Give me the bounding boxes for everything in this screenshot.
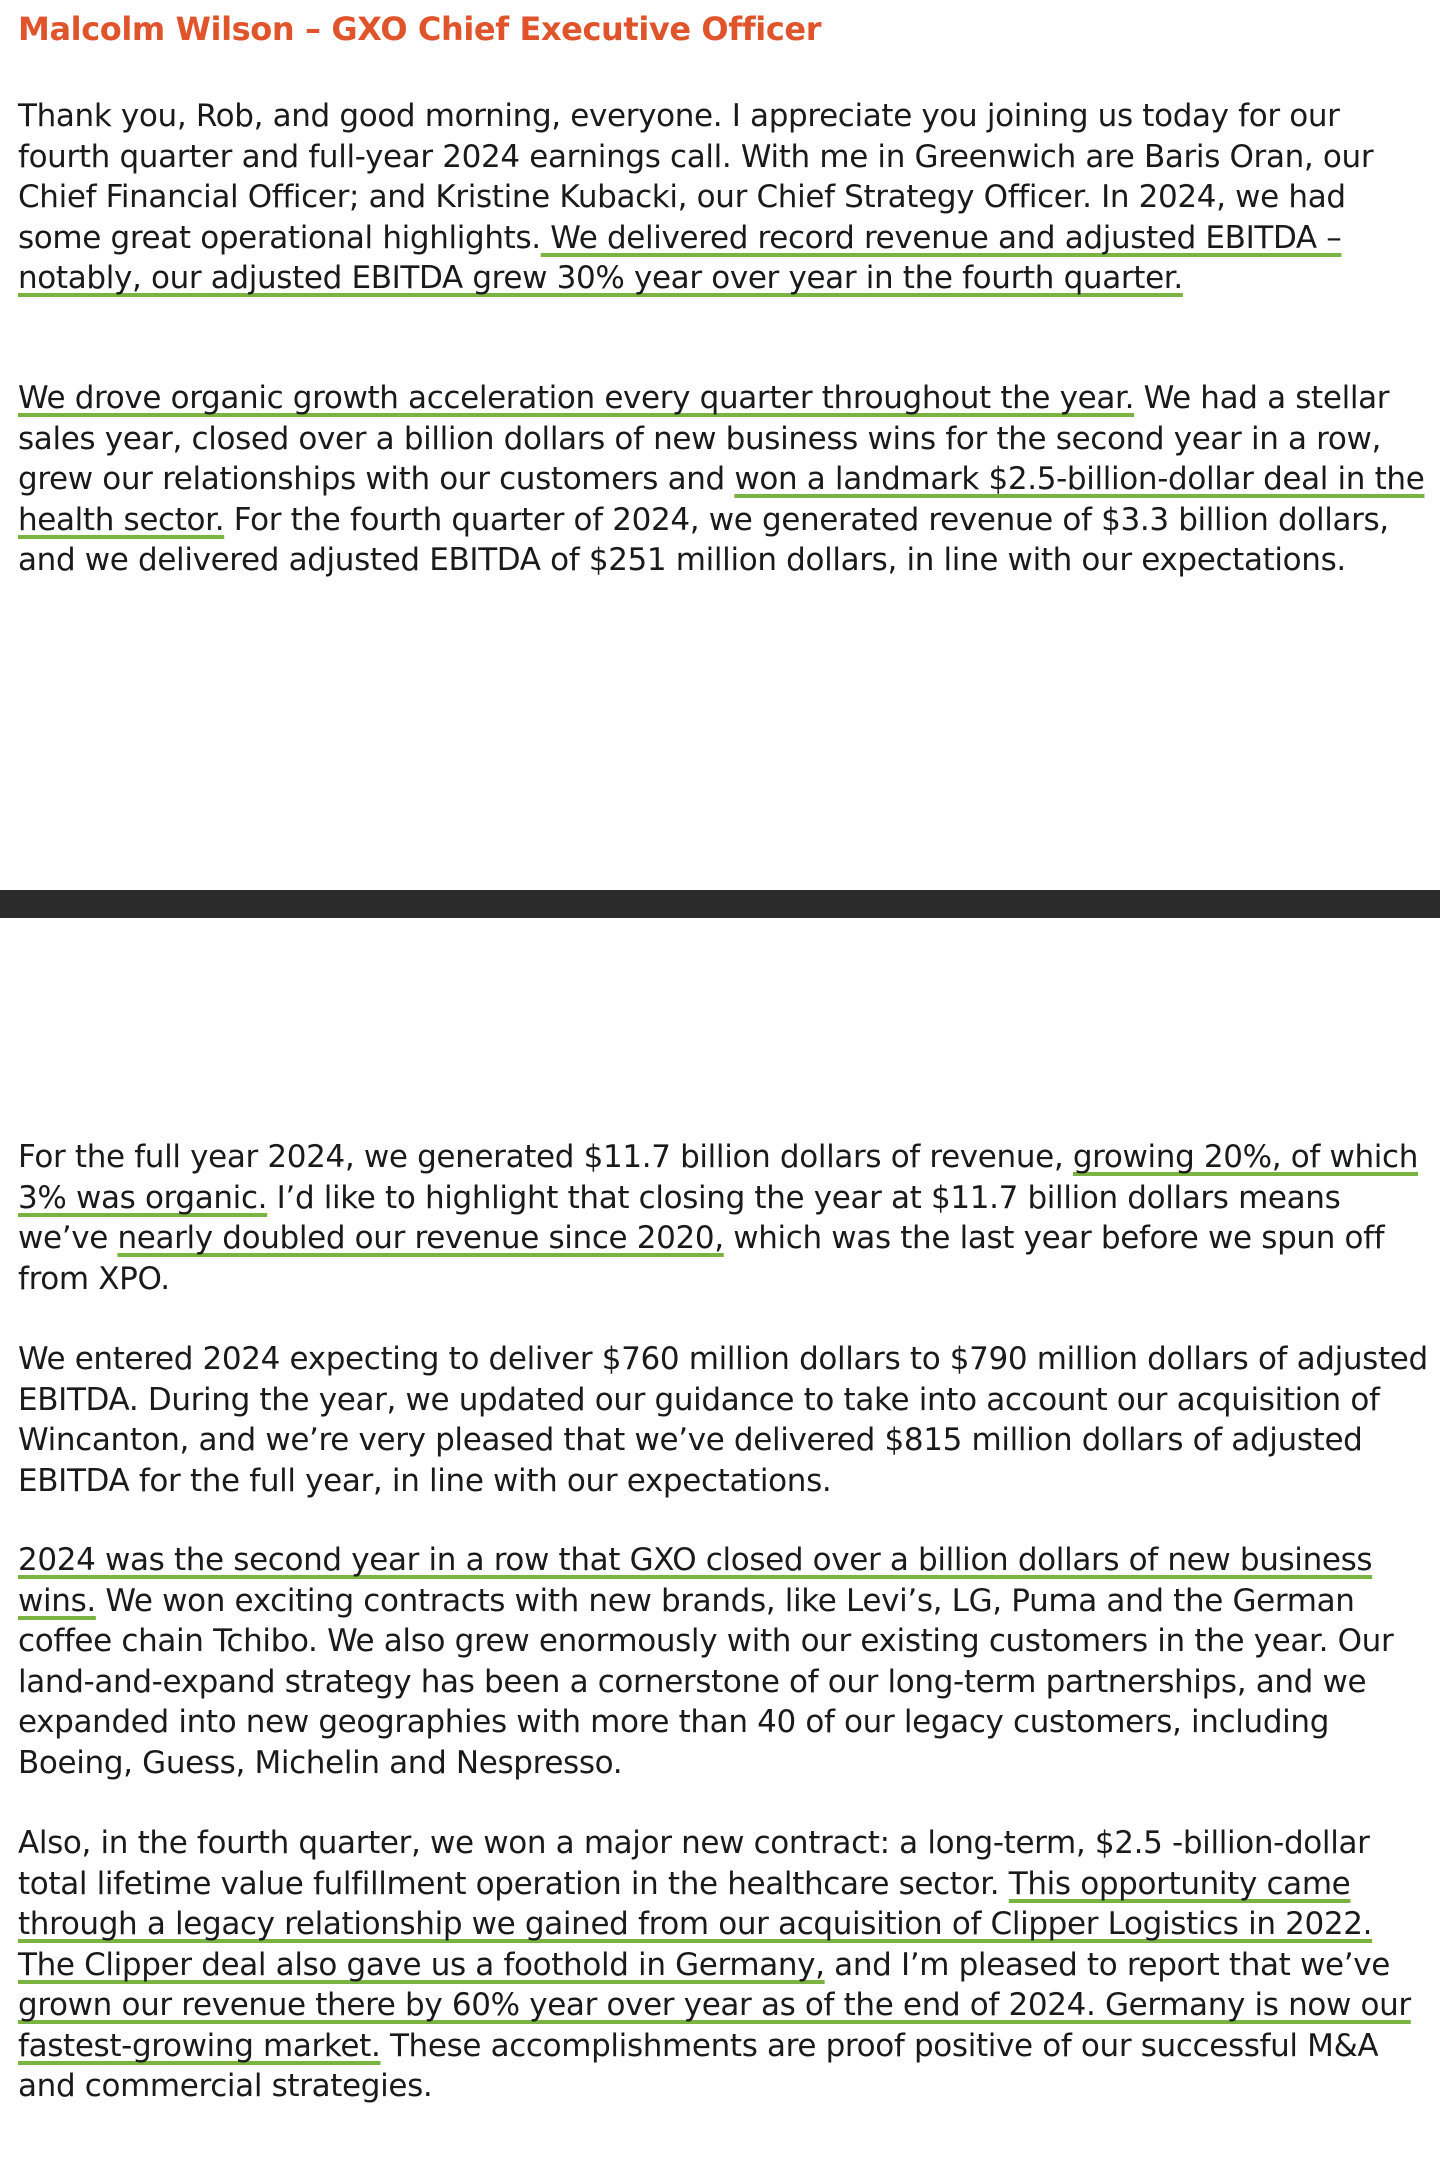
paragraph-healthcare-contract: [18, 1823, 1428, 2107]
page-separator: [0, 890, 1440, 918]
paragraph-full-year-revenue: [18, 1137, 1428, 1299]
paragraph-text: For the full year 2024, we generated $11.7 billion dollars of revenue,: [18, 1139, 1073, 1175]
paragraph-adjusted-ebitda: [18, 1339, 1428, 1501]
highlighted-text: This opportunity came through a legacy relationship we gained from our acquisition of Clipper Logistics in 2022. The Clipper deal also gave us a foothold in Germany,: [18, 1865, 1373, 1983]
speaker-heading: Malcolm Wilson – GXO Chief Executive Officer: [18, 10, 822, 48]
paragraph-text: Also, in the fourth quarter, we won a major new contract: a long-term, $2.5 -billion-dollar total lifetime value fulfillment operation in the healthcare sector.: [18, 1825, 1370, 1902]
highlighted-text: nearly doubled our revenue since 2020,: [117, 1220, 724, 1256]
highlighted-text: We drove organic growth acceleration every quarter throughout the year.: [18, 380, 1135, 416]
paragraph-text: We had a stellar sales year, closed over a billion dollars of new business wins for the second year in a row, grew our relationships with our customers and: [18, 380, 1390, 497]
paragraph-q4-results: [18, 378, 1428, 581]
paragraph-text: which was the last year before we spun off from XPO.: [18, 1220, 1385, 1297]
highlighted-text: won a landmark $2.5-billion-dollar deal in the health sector.: [18, 461, 1425, 538]
paragraph-text: I’d like to highlight that closing the year at $11.7 billion dollars means we’ve: [18, 1179, 1341, 1256]
paragraph-text: We entered 2024 expecting to deliver $760 million dollars to $790 million dollars of adjusted EBITDA. During the year, we updated our guidance to take into account our acquisition of Wincanton, and we’re very pleased that we’ve delivered $815 million dollars of adjusted EBITDA for the full year, in line with our expectations.: [18, 1341, 1428, 1499]
highlighted-text: grown our revenue there by 60% year over year as of the end of 2024. Germany is now our fastest-growing market.: [18, 1987, 1411, 2064]
paragraph-text: For the fourth quarter of 2024, we generated revenue of $3.3 billion dollars, and we delivered adjusted EBITDA of $251 million dollars, in line with our expectations.: [18, 501, 1389, 578]
highlighted-text: 2024 was the second year in a row that GXO closed over a billion dollars of new business wins.: [18, 1542, 1373, 1619]
paragraph-text: Thank you, Rob, and good morning, everyone. I appreciate you joining us today for our fourth quarter and full-year 2024 earnings call. With me in Greenwich are Baris Oran, our Chief Financial Officer; and Kristine Kubacki, our Chief Strategy Officer. In 2024, we had some great operational highlights.: [18, 98, 1374, 256]
highlighted-text: growing 20%, of which 3% was organic.: [18, 1139, 1419, 1216]
paragraph-business-wins: [18, 1540, 1428, 1783]
document-page-1: [0, 0, 1440, 890]
paragraph-text: We won exciting contracts with new brands, like Levi’s, LG, Puma and the German coffee chain Tchibo. We also grew enormously with our existing customers in the year. Our land-and-expand strategy has been a cornerstone of our long-term partnerships, and we expanded into new geographies with more than 40 of our legacy customers, including Boeing, Guess, Michelin and Nespresso.: [18, 1582, 1394, 1781]
paragraph-text: and I’m pleased to report that we’ve: [824, 1946, 1390, 1983]
paragraph-opening-remarks: [18, 96, 1428, 299]
highlighted-text: We delivered record revenue and adjusted EBITDA – notably, our adjusted EBITDA grew 30% year over year in the fourth quarter.: [18, 219, 1342, 296]
paragraph-text: These accomplishments are proof positive of our successful M&A and commercial strategies.: [18, 2027, 1379, 2104]
